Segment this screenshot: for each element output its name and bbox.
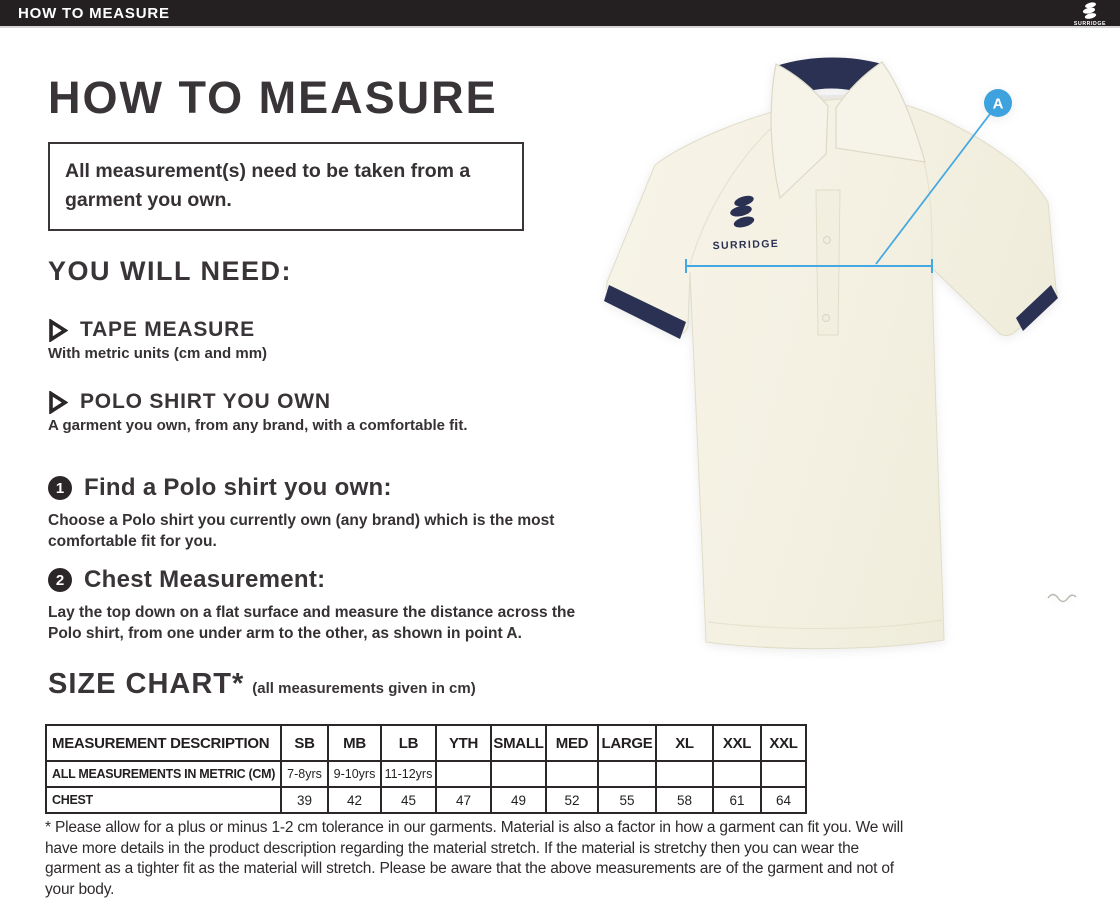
table-cell (656, 761, 713, 787)
step-title: Chest Measurement: (84, 566, 326, 593)
table-cell: 58 (656, 787, 713, 813)
column-header: SB (281, 725, 328, 761)
step-number-badge: 2 (48, 568, 72, 592)
need-item-description: A garment you own, from any brand, with a comfortable fit. (48, 417, 468, 434)
step-description: Lay the top down on a flat surface and measure the distance across the Polo shirt, from one under arm to the other, as shown in point A. (48, 604, 576, 643)
step-number-badge: 1 (48, 476, 72, 500)
shirt-body (607, 99, 1057, 649)
table-cell: 61 (713, 787, 761, 813)
size-chart-title: SIZE CHART* (48, 668, 245, 700)
surridge-logo-icon (1068, 0, 1112, 28)
step-title: Find a Polo shirt you own: (84, 474, 392, 501)
table-cell (491, 761, 546, 787)
table-cell: 64 (761, 787, 806, 813)
polo-shirt-diagram (580, 50, 1120, 660)
table-cell (713, 761, 761, 787)
table-cell: 42 (328, 787, 381, 813)
table-row-metric (46, 761, 806, 787)
table-cell (546, 761, 598, 787)
need-item-label: POLO SHIRT YOU OWN (80, 390, 331, 413)
play-triangle-icon (48, 319, 68, 342)
column-header: LB (381, 725, 436, 761)
surridge-logo-text: SURRIDGE (1073, 21, 1107, 27)
marker-a-badge (984, 89, 1012, 117)
step-chest-measurement (48, 566, 608, 644)
table-header-row (46, 725, 806, 761)
column-header: XXL (761, 725, 806, 761)
column-header: MED (546, 725, 598, 761)
table-cell: 9-10yrs (328, 761, 381, 787)
need-item-label: TAPE MEASURE (80, 318, 255, 341)
play-triangle-icon (48, 391, 68, 414)
column-header: LARGE (598, 725, 656, 761)
step-description: Choose a Polo shirt you currently own (any brand) which is the most comfortable fit for you. (48, 512, 555, 551)
measurement-notice-box (48, 142, 524, 231)
size-chart-subtitle: (all measurements given in cm) (252, 680, 476, 697)
row-label: CHEST (46, 787, 281, 813)
measurement-notice-text: All measurement(s) need to be taken from a garment you own. (65, 160, 471, 212)
table-cell: 11-12yrs (381, 761, 436, 787)
placket (816, 190, 840, 335)
table-cell (436, 761, 491, 787)
marker-a-label: A (992, 95, 1004, 113)
size-chart-heading (48, 668, 476, 701)
column-header: YTH (436, 725, 491, 761)
table-cell (761, 761, 806, 787)
column-header: SMALL (491, 725, 546, 761)
need-item-polo-shirt (48, 390, 467, 434)
you-will-need-heading: YOU WILL NEED: (48, 256, 293, 286)
tolerance-footnote: * Please allow for a plus or minus 1-2 cm tolerance in our garments. Material is also a factor in how a garment can fit you. We will have more details in the product description regarding the material stretch. If the material is stretchy then you can wear the garment as a tighter fit as the material will stretch. Please be aware that the above measurements are of the garment and not of your body. (45, 819, 904, 898)
table-cell: 55 (598, 787, 656, 813)
row-label: ALL MEASUREMENTS IN METRIC (CM) (46, 761, 281, 787)
table-cell: 47 (436, 787, 491, 813)
size-chart-table (45, 724, 807, 814)
modal-title-bar (0, 0, 1120, 28)
table-cell (598, 761, 656, 787)
table-cell: 49 (491, 787, 546, 813)
need-item-tape-measure (48, 318, 267, 362)
column-header: MEASUREMENT DESCRIPTION (46, 725, 281, 761)
hem-watermark (1048, 595, 1076, 602)
table-cell: 52 (546, 787, 598, 813)
column-header: MB (328, 725, 381, 761)
column-header: XXL (713, 725, 761, 761)
need-item-description: With metric units (cm and mm) (48, 345, 268, 362)
table-cell: 7-8yrs (281, 761, 328, 787)
page-title: HOW TO MEASURE (48, 72, 498, 123)
table-cell: 45 (381, 787, 436, 813)
column-header: XL (656, 725, 713, 761)
modal-title: HOW TO MEASURE (18, 4, 170, 22)
table-cell: 39 (281, 787, 328, 813)
chest-logo-text: SURRIDGE (712, 237, 780, 253)
table-row-chest (46, 787, 806, 813)
step-find-polo-shirt (48, 474, 608, 552)
